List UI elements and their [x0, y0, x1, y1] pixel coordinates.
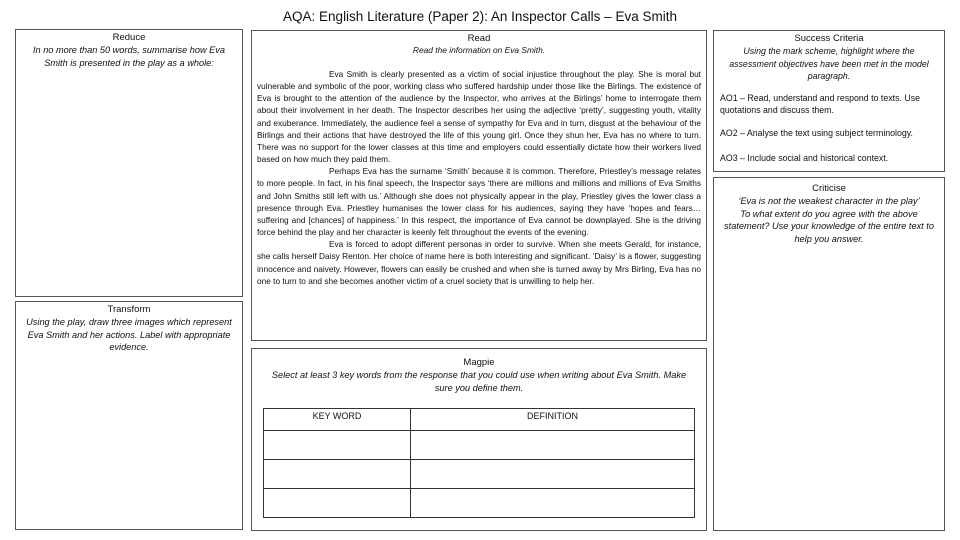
magpie-heading: Magpie — [463, 357, 495, 368]
magpie-instruction: Select at least 3 key words from the response that you could use when writing about Eva Smith. Make sure you define them. — [271, 370, 687, 393]
key-word-table — [263, 408, 695, 518]
ao2-item: AO2 – Analyse the text using subject terminology. — [720, 127, 913, 138]
definition-column-header: DEFINITION — [411, 409, 695, 431]
transform-heading: Transform — [107, 304, 151, 315]
success-instruction: Using the mark scheme, highlight where the assessment objectives have been met in the model paragraph. — [729, 46, 929, 81]
ao1-item: AO1 – Read, understand and respond to texts. Use quotations and discuss them. — [720, 92, 921, 115]
definition-cell[interactable] — [411, 489, 695, 518]
read-heading: Read — [467, 33, 491, 44]
read-instruction: Read the information on Eva Smith. — [412, 45, 546, 55]
transform-panel — [15, 301, 243, 530]
criticise-panel — [713, 177, 945, 531]
passage-paragraph: Perhaps Eva has the surname ‘Smith’ because it is common. Therefore, Priestley’s message relates to more people. In fact, in his final speech, the Inspector says ‘there are millions and millions and millions of Eva Smiths and John Smiths still left with us.’ Although she does not physically appear in the play, Priestley gives the lower class a presence through Eva. Priestley humanises the lower class for his audiences, saying they have ‘hopes and fears… suffering and [chances] of happiness.’ In this respect, the importance of Eva cannot be downplayed. She is the driving force behind the play and her character is keenly felt throughout the events of the evening. — [257, 166, 701, 238]
definition-cell[interactable] — [411, 460, 695, 489]
key-word-cell[interactable] — [264, 431, 411, 460]
criticise-heading: Criticise — [812, 183, 846, 194]
criticise-quote: ‘Eva is not the weakest character in the play’ — [738, 196, 920, 206]
read-passage — [257, 68, 701, 287]
reduce-panel — [15, 29, 243, 297]
reduce-instruction: In no more than 50 words, summarise how Eva Smith is presented in the play as a whole: — [32, 45, 225, 68]
ao3-item: AO3 – Include social and historical context. — [720, 152, 889, 163]
success-heading: Success Criteria — [794, 33, 864, 44]
passage-paragraph: Eva is forced to adopt different personas in order to survive. When she meets Gerald, for instance, she calls herself Daisy Renton. Her choice of name here is both interesting and significant. ‘Daisy’ is a flower, suggesting innocence and naivety. However, flowers can easily be crushed and when she is turned away by Mrs Birling, Eva has no one to turn to and she becomes another victim of a cruel society that is unwilling to help her. — [257, 239, 701, 286]
definition-cell[interactable] — [411, 431, 695, 460]
key-word-cell[interactable] — [264, 460, 411, 489]
passage-paragraph: Eva Smith is clearly presented as a victim of social injustice throughout the play. She is moral but vulnerable and symbolic of the poor, working class who suffered hardship under those like the Birlings. The existence of Eva is brought to the attention of the audience by the Inspector, who arrives at the Birlings’ home to interrogate them about their involvement in her death. The Inspector describes her using the adjective ‘pretty’, suggesting youth, vitality and exuberance. Immediately, the audience feel a sense of sympathy for Eva and in turn, disgust at the behaviour of the Birlings and their actions that have destroyed the life of this young girl. Once they shun her, Eva has no where to turn. There was no support for the lower classes at this time and employers could essentially dictate how their workers lived based on how much they paid them. — [257, 69, 701, 165]
key-word-cell[interactable] — [264, 489, 411, 518]
success-criteria-panel — [713, 30, 945, 172]
page-title: AQA: English Literature (Paper 2): An Inspector Calls – Eva Smith — [283, 9, 677, 24]
transform-instruction: Using the play, draw three images which represent Eva Smith and her actions. Label with appropriate evidence. — [26, 317, 232, 352]
magpie-panel — [251, 348, 707, 531]
key-word-column-header: KEY WORD — [264, 409, 411, 431]
criticise-instruction: To what extent do you agree with the above statement? Use your knowledge of the entire text to help you answer. — [724, 208, 934, 244]
read-panel — [251, 30, 707, 341]
reduce-heading: Reduce — [112, 32, 146, 43]
